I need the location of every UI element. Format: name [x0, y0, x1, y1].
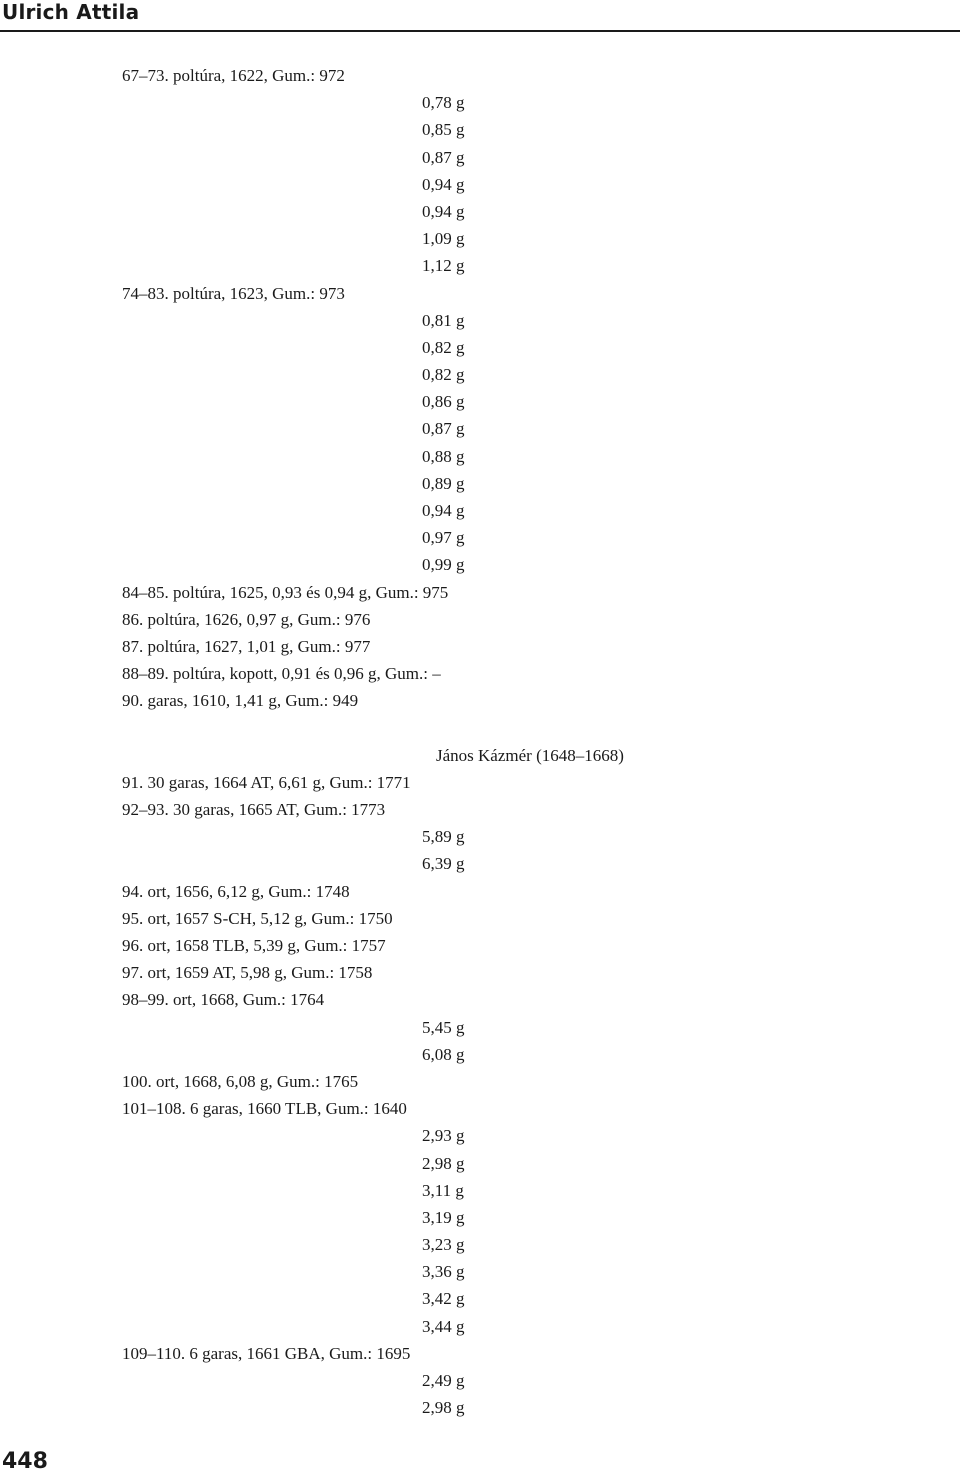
coin-weight: 2,98 g: [422, 1153, 465, 1173]
catalogue-entry: 87. poltúra, 1627, 1,01 g, Gum.: 977: [122, 636, 371, 656]
running-head: Ulrich Attila: [2, 0, 140, 24]
coin-weight: 5,45 g: [422, 1017, 465, 1037]
catalogue-entry: 98–99. ort, 1668, Gum.: 1764: [122, 990, 325, 1010]
page-number: 448: [2, 1449, 48, 1474]
coin-weight: 0,97 g: [422, 528, 465, 548]
coin-weight: 3,42 g: [422, 1289, 465, 1309]
catalogue-entry: 91. 30 garas, 1664 AT, 6,61 g, Gum.: 1771: [122, 772, 411, 792]
coin-weight: 0,81 g: [422, 310, 465, 330]
catalogue-entry: 84–85. poltúra, 1625, 0,93 és 0,94 g, Gum.: 975: [122, 582, 449, 602]
coin-weight: 2,49 g: [422, 1371, 465, 1390]
coin-weight: 1,12 g: [422, 256, 465, 276]
coin-weight: 3,36 g: [422, 1262, 465, 1282]
catalogue-entry: 67–73. poltúra, 1622, Gum.: 972: [122, 66, 345, 85]
coin-weight: 3,23 g: [422, 1235, 465, 1255]
catalogue-entry: 92–93. 30 garas, 1665 AT, Gum.: 1773: [122, 800, 386, 820]
coin-weight: 0,94 g: [422, 201, 465, 221]
coin-weight: 1,09 g: [422, 229, 465, 249]
coin-weight: 0,86 g: [422, 392, 465, 412]
coin-weight: 0,88 g: [422, 446, 465, 466]
catalogue-entry: 95. ort, 1657 S-CH, 5,12 g, Gum.: 1750: [122, 908, 393, 928]
coin-weight: 0,85 g: [422, 120, 465, 140]
coin-weight: 6,39 g: [422, 854, 465, 874]
coin-weight: 6,08 g: [422, 1044, 465, 1064]
coin-weight: 3,19 g: [422, 1207, 465, 1227]
catalogue-entry: 100. ort, 1668, 6,08 g, Gum.: 1765: [122, 1071, 359, 1091]
catalogue-entry: 94. ort, 1656, 6,12 g, Gum.: 1748: [122, 881, 350, 901]
catalogue-entry: 86. poltúra, 1626, 0,97 g, Gum.: 976: [122, 609, 371, 629]
catalogue-entry: 74–83. poltúra, 1623, Gum.: 973: [122, 283, 345, 303]
coin-weight: 5,89 g: [422, 827, 465, 847]
catalogue-list: [122, 62, 682, 1421]
coin-weight: 0,87 g: [422, 419, 465, 439]
catalogue-entry: 96. ort, 1658 TLB, 5,39 g, Gum.: 1757: [122, 936, 386, 955]
coin-weight: 0,94 g: [422, 174, 465, 194]
coin-weight: 2,93 g: [422, 1126, 465, 1146]
coin-weight: 0,82 g: [422, 365, 465, 385]
coin-weight: 3,44 g: [422, 1316, 465, 1336]
coin-weight: 2,98 g: [422, 1398, 465, 1418]
section-gap: [122, 715, 682, 742]
catalogue-entry: 90. garas, 1610, 1,41 g, Gum.: 949: [122, 691, 359, 711]
coin-weight: 0,82 g: [422, 337, 465, 357]
coin-weight: 0,87 g: [422, 147, 465, 167]
catalogue-entry: 97. ort, 1659 AT, 5,98 g, Gum.: 1758: [122, 963, 373, 983]
catalogue-entry: 101–108. 6 garas, 1660 TLB, Gum.: 1640: [122, 1099, 407, 1119]
catalogue-entry: 109–110. 6 garas, 1661 GBA, Gum.: 1695: [122, 1343, 411, 1363]
coin-weight: 0,78 g: [422, 93, 465, 113]
section-heading: János Kázmér (1648–1668): [436, 745, 624, 765]
coin-weight: 0,94 g: [422, 501, 465, 520]
header-rule: [0, 30, 960, 32]
coin-weight: 3,11 g: [422, 1180, 464, 1200]
catalogue-entry: 88–89. poltúra, kopott, 0,91 és 0,96 g, Gum.: –: [122, 664, 441, 684]
coin-weight: 0,89 g: [422, 473, 465, 493]
coin-weight: 0,99 g: [422, 555, 465, 575]
